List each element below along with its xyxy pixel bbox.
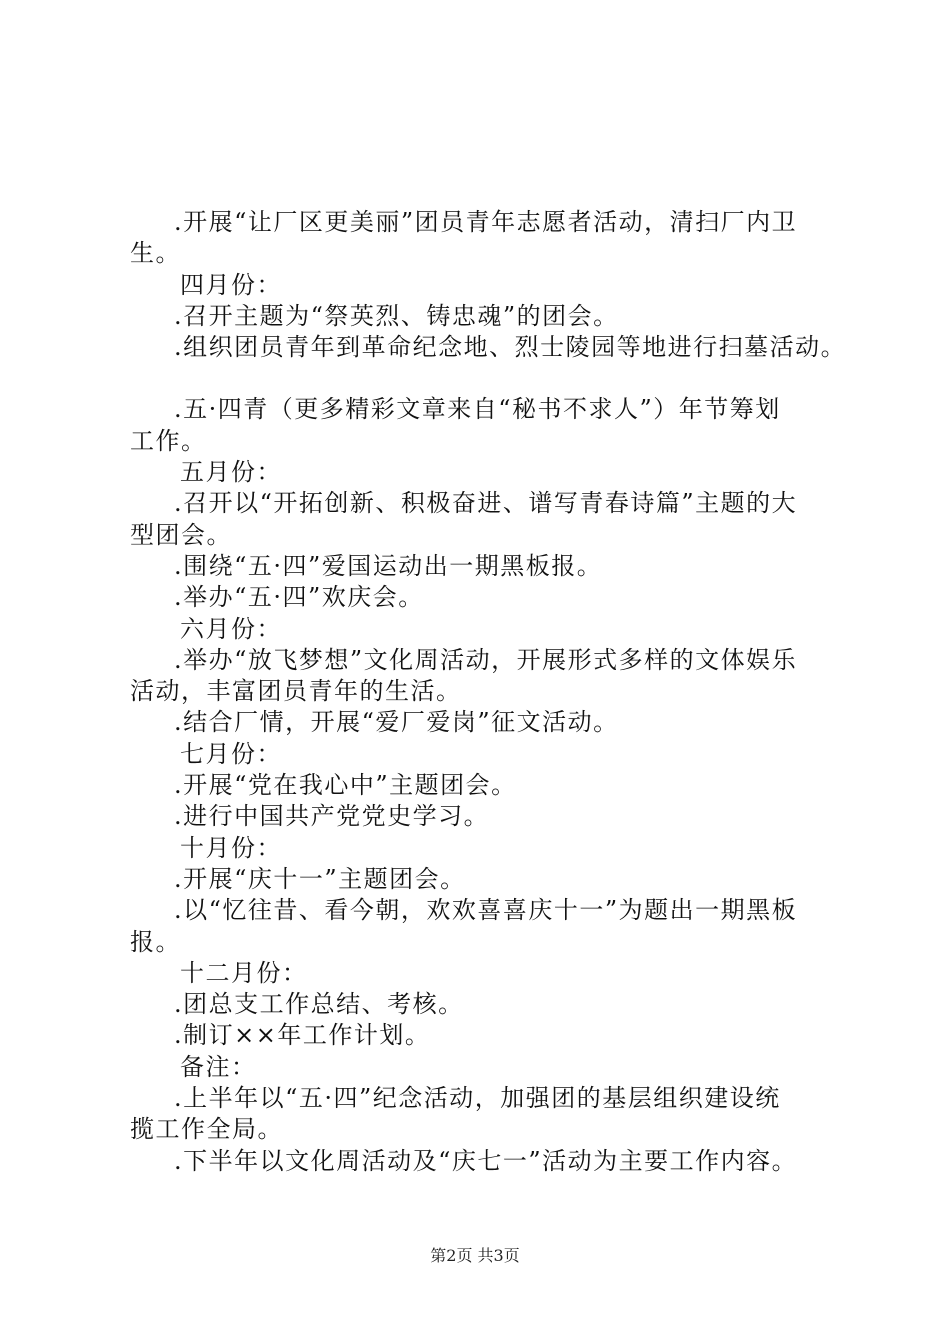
page-footer: 第2页 共3页 (430, 1246, 520, 1265)
text-line: .团总支工作总结、考核。 (174, 990, 464, 1019)
text-line: .举办“放飞梦想”文化周活动，开展形式多样的文体娱乐 (174, 645, 798, 674)
text-line: 生。 (130, 239, 181, 268)
text-line: .开展“让厂区更美丽”团员青年志愿者活动，清扫厂内卫 (174, 208, 798, 236)
text-line: .开展“庆十一”主题团会。 (174, 864, 466, 893)
text-line: .召开以“开拓创新、积极奋进、谱写青春诗篇”主题的大 (174, 489, 798, 518)
text-line: .开展“党在我心中”主题团会。 (174, 771, 517, 800)
text-line: 十月份： (180, 833, 282, 862)
text-line: .进行中国共产党党史学习。 (174, 802, 490, 831)
text-line: 型团会。 (130, 520, 232, 549)
text-line: .召开主题为“祭英烈、铸忠魂”的团会。 (174, 301, 619, 330)
text-line: 工作。 (130, 426, 207, 455)
text-line: .结合厂情，开展“爱厂爱岗”征文活动。 (174, 708, 619, 737)
text-line: 四月份： (180, 270, 282, 299)
text-line: .举办“五·四”欢庆会。 (174, 583, 424, 612)
text-line: .以“忆往昔、看今朝，欢欢喜喜庆十一”为题出一期黑板 (174, 896, 798, 925)
text-line: 六月份： (180, 614, 282, 643)
text-line: .制订××年工作计划。 (174, 1021, 431, 1050)
blank-line (130, 363, 850, 394)
text-line: .围绕“五·四”爱国运动出一期黑板报。 (174, 551, 603, 580)
document-body (130, 207, 850, 1177)
text-line: 揽工作全局。 (130, 1115, 283, 1144)
text-line: 七月份： (180, 739, 282, 768)
text-line: 备注： (180, 1052, 257, 1081)
text-line: .组织团员青年到革命纪念地、烈士陵园等地进行扫墓活动。 (174, 333, 847, 362)
text-line: 报。 (130, 927, 181, 956)
text-line: .五·四青（更多精彩文章来自“秘书不求人”）年节筹划 (174, 395, 781, 424)
text-line: 五月份： (180, 458, 282, 487)
text-line: .上半年以“五·四”纪念活动，加强团的基层组织建设统 (174, 1084, 781, 1113)
text-line: 活动，丰富团员青年的生活。 (130, 677, 462, 706)
text-line: .下半年以文化周活动及“庆七一”活动为主要工作内容。 (174, 1146, 798, 1175)
text-line: 十二月份： (180, 958, 308, 987)
